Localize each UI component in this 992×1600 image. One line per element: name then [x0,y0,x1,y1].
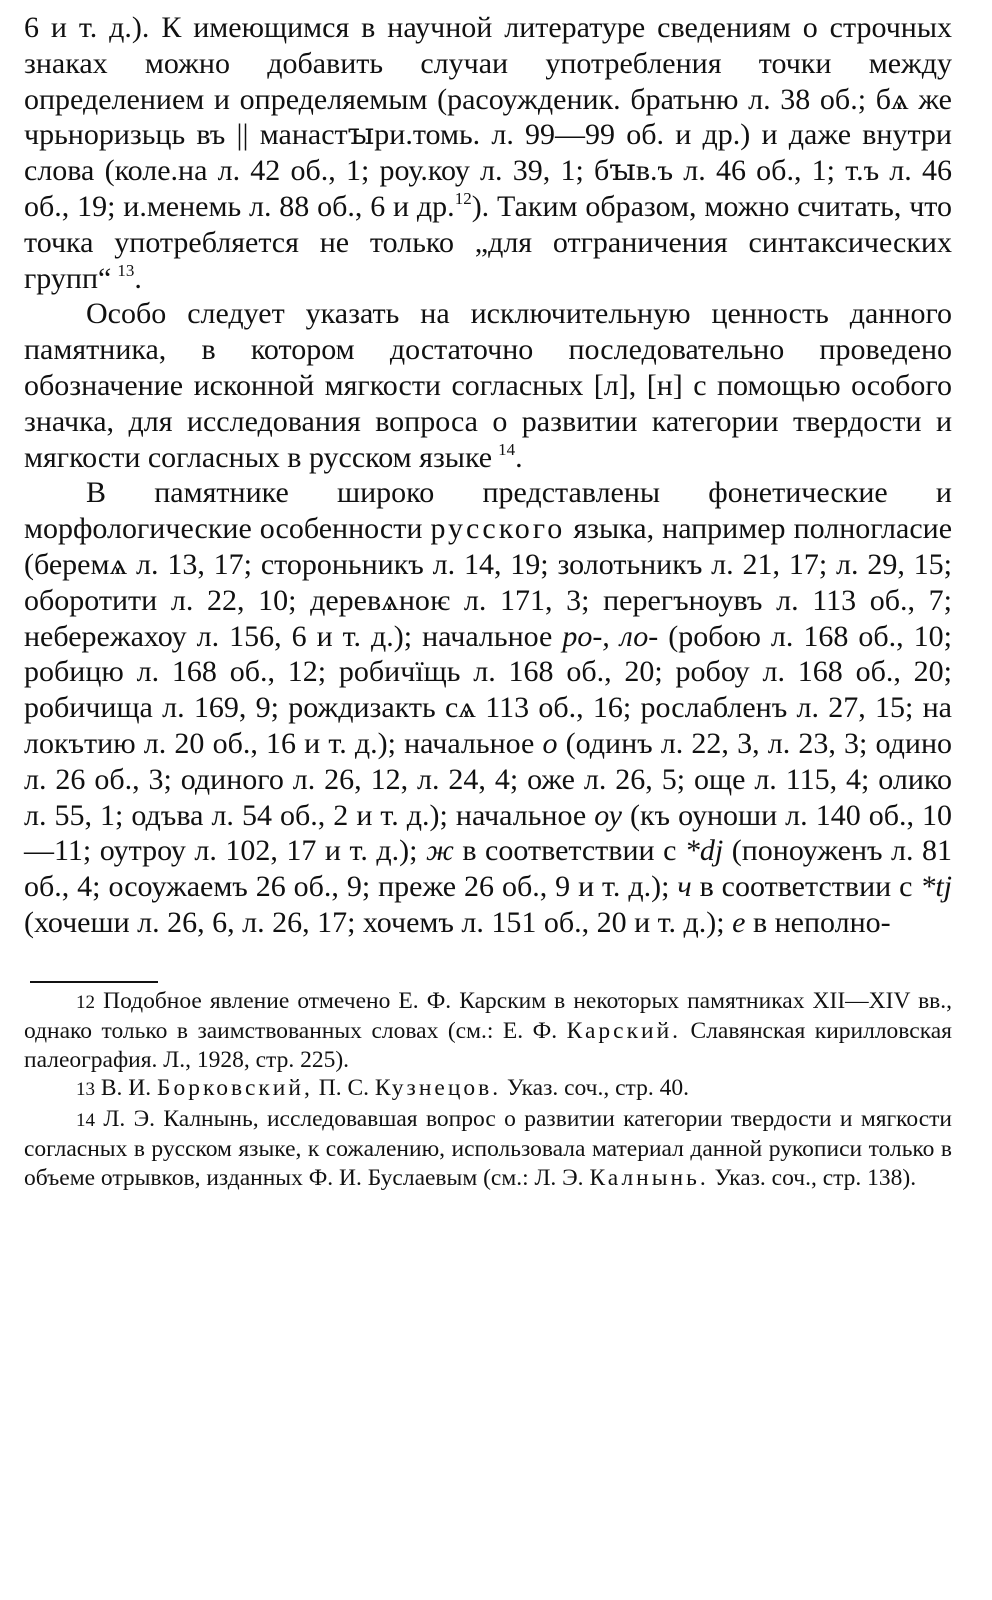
text-run: в неполно- [752,905,891,939]
italic-term: е [732,905,746,939]
footnote-number: 12 [76,991,95,1013]
italic-term: ро-, ло- [562,619,659,653]
spaced-word: Кузнецов. [374,1075,502,1102]
footnote-divider [30,981,158,983]
footnote-ref-12[interactable]: 12 [454,188,472,208]
spaced-word: Карский. [566,1018,682,1045]
italic-term: оу [594,798,622,832]
text-run: Славянская кирилловская палеография. Л., 1928, стр. 225). [24,1018,952,1073]
footnote-14 [24,1105,952,1193]
text-run: Л. Э. Калнынь, исследовавшая вопрос о развитии категории твердости и мягкости согласных в русском языке, к сожалению, использовала материал данной рукописи только в объеме отрывков, изданных Ф. И. Буслаевым (см.: Л. Э. [24,1105,952,1191]
text-run: В. И. [100,1075,152,1102]
footnote-ref-13[interactable]: 13 [117,260,135,280]
text-run: в соответствии с [462,834,677,868]
italic-term: *tj [920,870,953,904]
main-text [24,10,952,941]
spaced-word: русского [430,512,566,546]
text-run: Особо следует указать на исключительную ценность данного памятника, в котором достаточно последовательно проведено обозначение исконной мягкости согласных [л], [н] с помощью особого значка, для исследования вопроса о развитии категории твердости и мягкости согласных в русском языке [24,297,952,474]
paragraph-3 [24,475,952,940]
text-run: (робою л. 168 об., 10; робицю л. 168 об., 12; робичїщь л. 168 об., 20; робоу л. 168 об., 20; робичища л. 169, 9; рождизакть сѧ 113 об., 16; рослабленъ л. 27, 15; на локътию л. 20 об., 16 и т. д.); начальное [24,619,952,760]
text-run: в соответствии с [699,870,913,904]
footnote-12 [24,987,952,1075]
text-run: . [134,261,142,295]
italic-term: о [542,726,558,760]
text-run: . [515,440,523,474]
paragraph-1 [24,10,952,296]
spaced-word: Борковский, [157,1075,313,1102]
spaced-word: Калнынь. [589,1164,709,1191]
text-run: языка, например полногласие (беремѧ л. 13, 17; стороньникъ л. 14, 19; золотьникъ л. 21, 17; л. 29, 15; оборотити л. 22, 10; деревѧноѥ л. 171, 3; перегъноувъ л. 113 об., 7; небережахоу л. 156, 6 и т. д.); начальное [24,512,953,653]
text-run: (къ оуноши л. 140 об., 10—11; оутроу л. 102, 17 и т. д.); [24,798,953,868]
footnote-ref-14[interactable]: 14 [498,439,516,459]
italic-term: ч [677,870,692,904]
text-run: Подобное явление отмечено Е. Ф. Карским в некоторых памятниках XII—XIV вв., однако только в заимствованных словах (см.: Е. Ф. [24,987,953,1045]
footnote-13 [24,1074,952,1105]
text-run: (хочеши л. 26, 6, л. 26, 17; хочемъ л. 151 об., 20 и т. д.); [24,905,725,939]
text-run: Указ. соч., стр. 40. [507,1075,689,1102]
text-run: В памятнике широко представлены фонетические и морфологические особенности [24,476,952,546]
text-run: (одинъ л. 22, 3, л. 23, 3; одино л. 26 об., 3; одиного л. 26, 12, л. 24, 4; оже л. 26, 5; още л. 115, 4; олико л. 55, 1; одъва л. 54 об., 2 и т. д.); начальное [24,726,953,832]
italic-term: ж [425,834,454,868]
footnote-number: 13 [76,1079,95,1101]
text-run: (поноуженъ л. 81 об., 4; осоужаемъ 26 об., 9; преже 26 об., 9 и т. д.); [24,834,953,904]
text-run: ). Таким образом, можно считать, что точка употребляется не только „для отграничения синтаксических групп“ [24,189,952,295]
text-run: Указ. соч., стр. 138). [714,1164,917,1191]
footnote-number: 14 [76,1109,95,1131]
footnotes [24,987,952,1193]
text-run: 6 и т. д.). К имеющимся в научной литературе сведениям о строчных знаках можно добавить случаи употребления точки между определением и определяемым (расоужденик. братьню л. 38 об.; бѧ же чрьноризьць въ || манастꙑри.томь. л. 99—99 об. и др.) и даже внутри слова (коле.на л. 42 об., 1; роу.коу л. 39, 1; бꙑв.ъ л. 46 об., 1; т.ъ л. 46 об., 19; и.менемь л. 88 об., 6 и др. [24,11,952,223]
paragraph-2 [24,296,952,475]
text-run: П. С. [318,1075,369,1102]
italic-term: *dj [684,834,724,868]
